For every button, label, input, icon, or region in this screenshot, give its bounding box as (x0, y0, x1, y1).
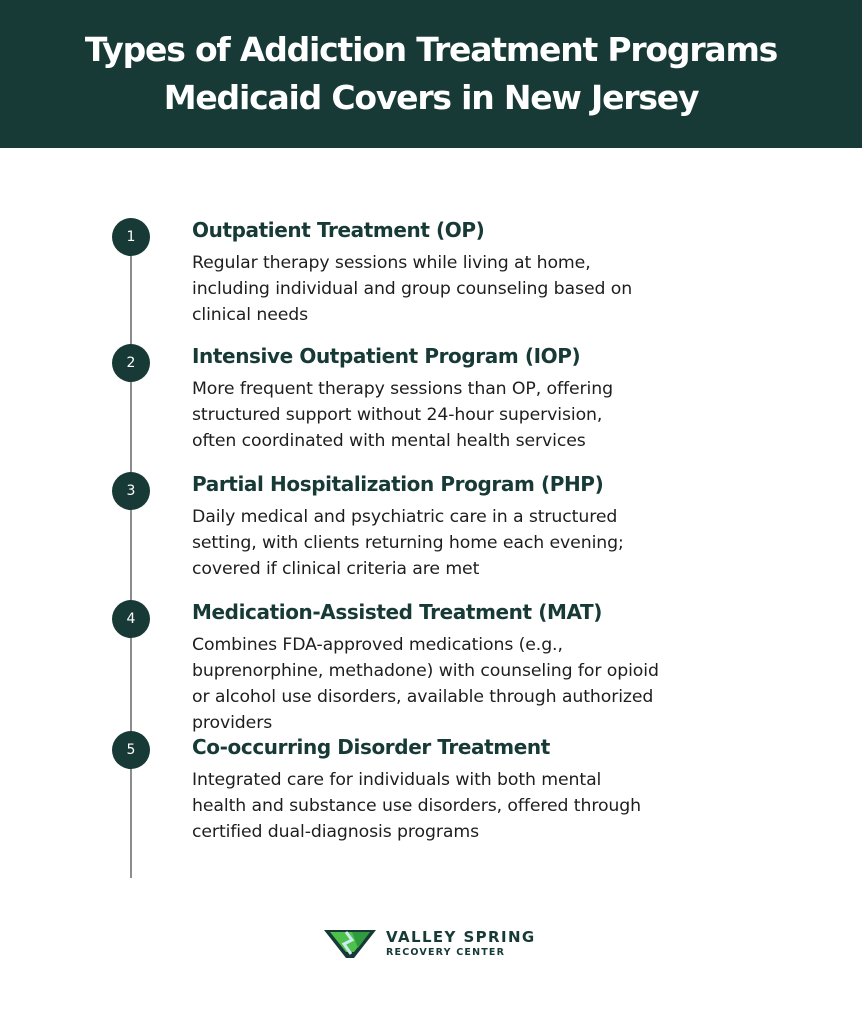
step-description (192, 632, 752, 736)
step-title: Outpatient Treatment (OP) (192, 218, 485, 242)
description-line: clinical needs (192, 305, 309, 325)
step-number-badge: 3 (112, 472, 150, 510)
step-title: Medication-Assisted Treatment (MAT) (192, 600, 602, 624)
step-description (192, 504, 752, 582)
logo-name: VALLEY SPRING (386, 928, 536, 946)
step-description (192, 767, 752, 845)
step-description (192, 250, 752, 328)
description-line: Integrated care for individuals with both mental (192, 770, 602, 790)
step-description (192, 376, 752, 454)
description-line: setting, with clients returning home each evening; (192, 533, 624, 553)
page-title-line-2: Medicaid Covers in New Jersey (163, 78, 699, 117)
description-line: providers (192, 713, 273, 733)
description-line: Daily medical and psychiatric care in a structured (192, 507, 618, 527)
step-title: Partial Hospitalization Program (PHP) (192, 472, 604, 496)
page-title-line-1: Types of Addiction Treatment Programs (84, 30, 778, 69)
description-line: Combines FDA-approved medications (e.g., (192, 635, 563, 655)
step-number-badge: 5 (112, 731, 150, 769)
description-line: including individual and group counseling based on (192, 279, 633, 299)
step-number-badge: 2 (112, 344, 150, 382)
logo-subtitle: RECOVERY CENTER (386, 947, 506, 958)
step-title: Intensive Outpatient Program (IOP) (192, 344, 581, 368)
header-banner (0, 0, 862, 148)
description-line: certified dual-diagnosis programs (192, 822, 479, 842)
timeline-connector (130, 236, 132, 878)
description-line: health and substance use disorders, offered through (192, 796, 641, 816)
description-line: or alcohol use disorders, available through authorized (192, 687, 654, 707)
description-line: structured support without 24-hour supervision, (192, 405, 603, 425)
description-line: Regular therapy sessions while living at home, (192, 253, 591, 273)
description-line: covered if clinical criteria are met (192, 559, 480, 579)
step-title: Co-occurring Disorder Treatment (192, 735, 550, 759)
step-number-badge: 1 (112, 218, 150, 256)
valley-mountain-icon (324, 928, 376, 960)
step-number-badge: 4 (112, 600, 150, 638)
brand-logo (324, 928, 536, 960)
description-line: buprenorphine, methadone) with counseling for opioid (192, 661, 659, 681)
description-line: often coordinated with mental health services (192, 431, 586, 451)
description-line: More frequent therapy sessions than OP, offering (192, 379, 613, 399)
